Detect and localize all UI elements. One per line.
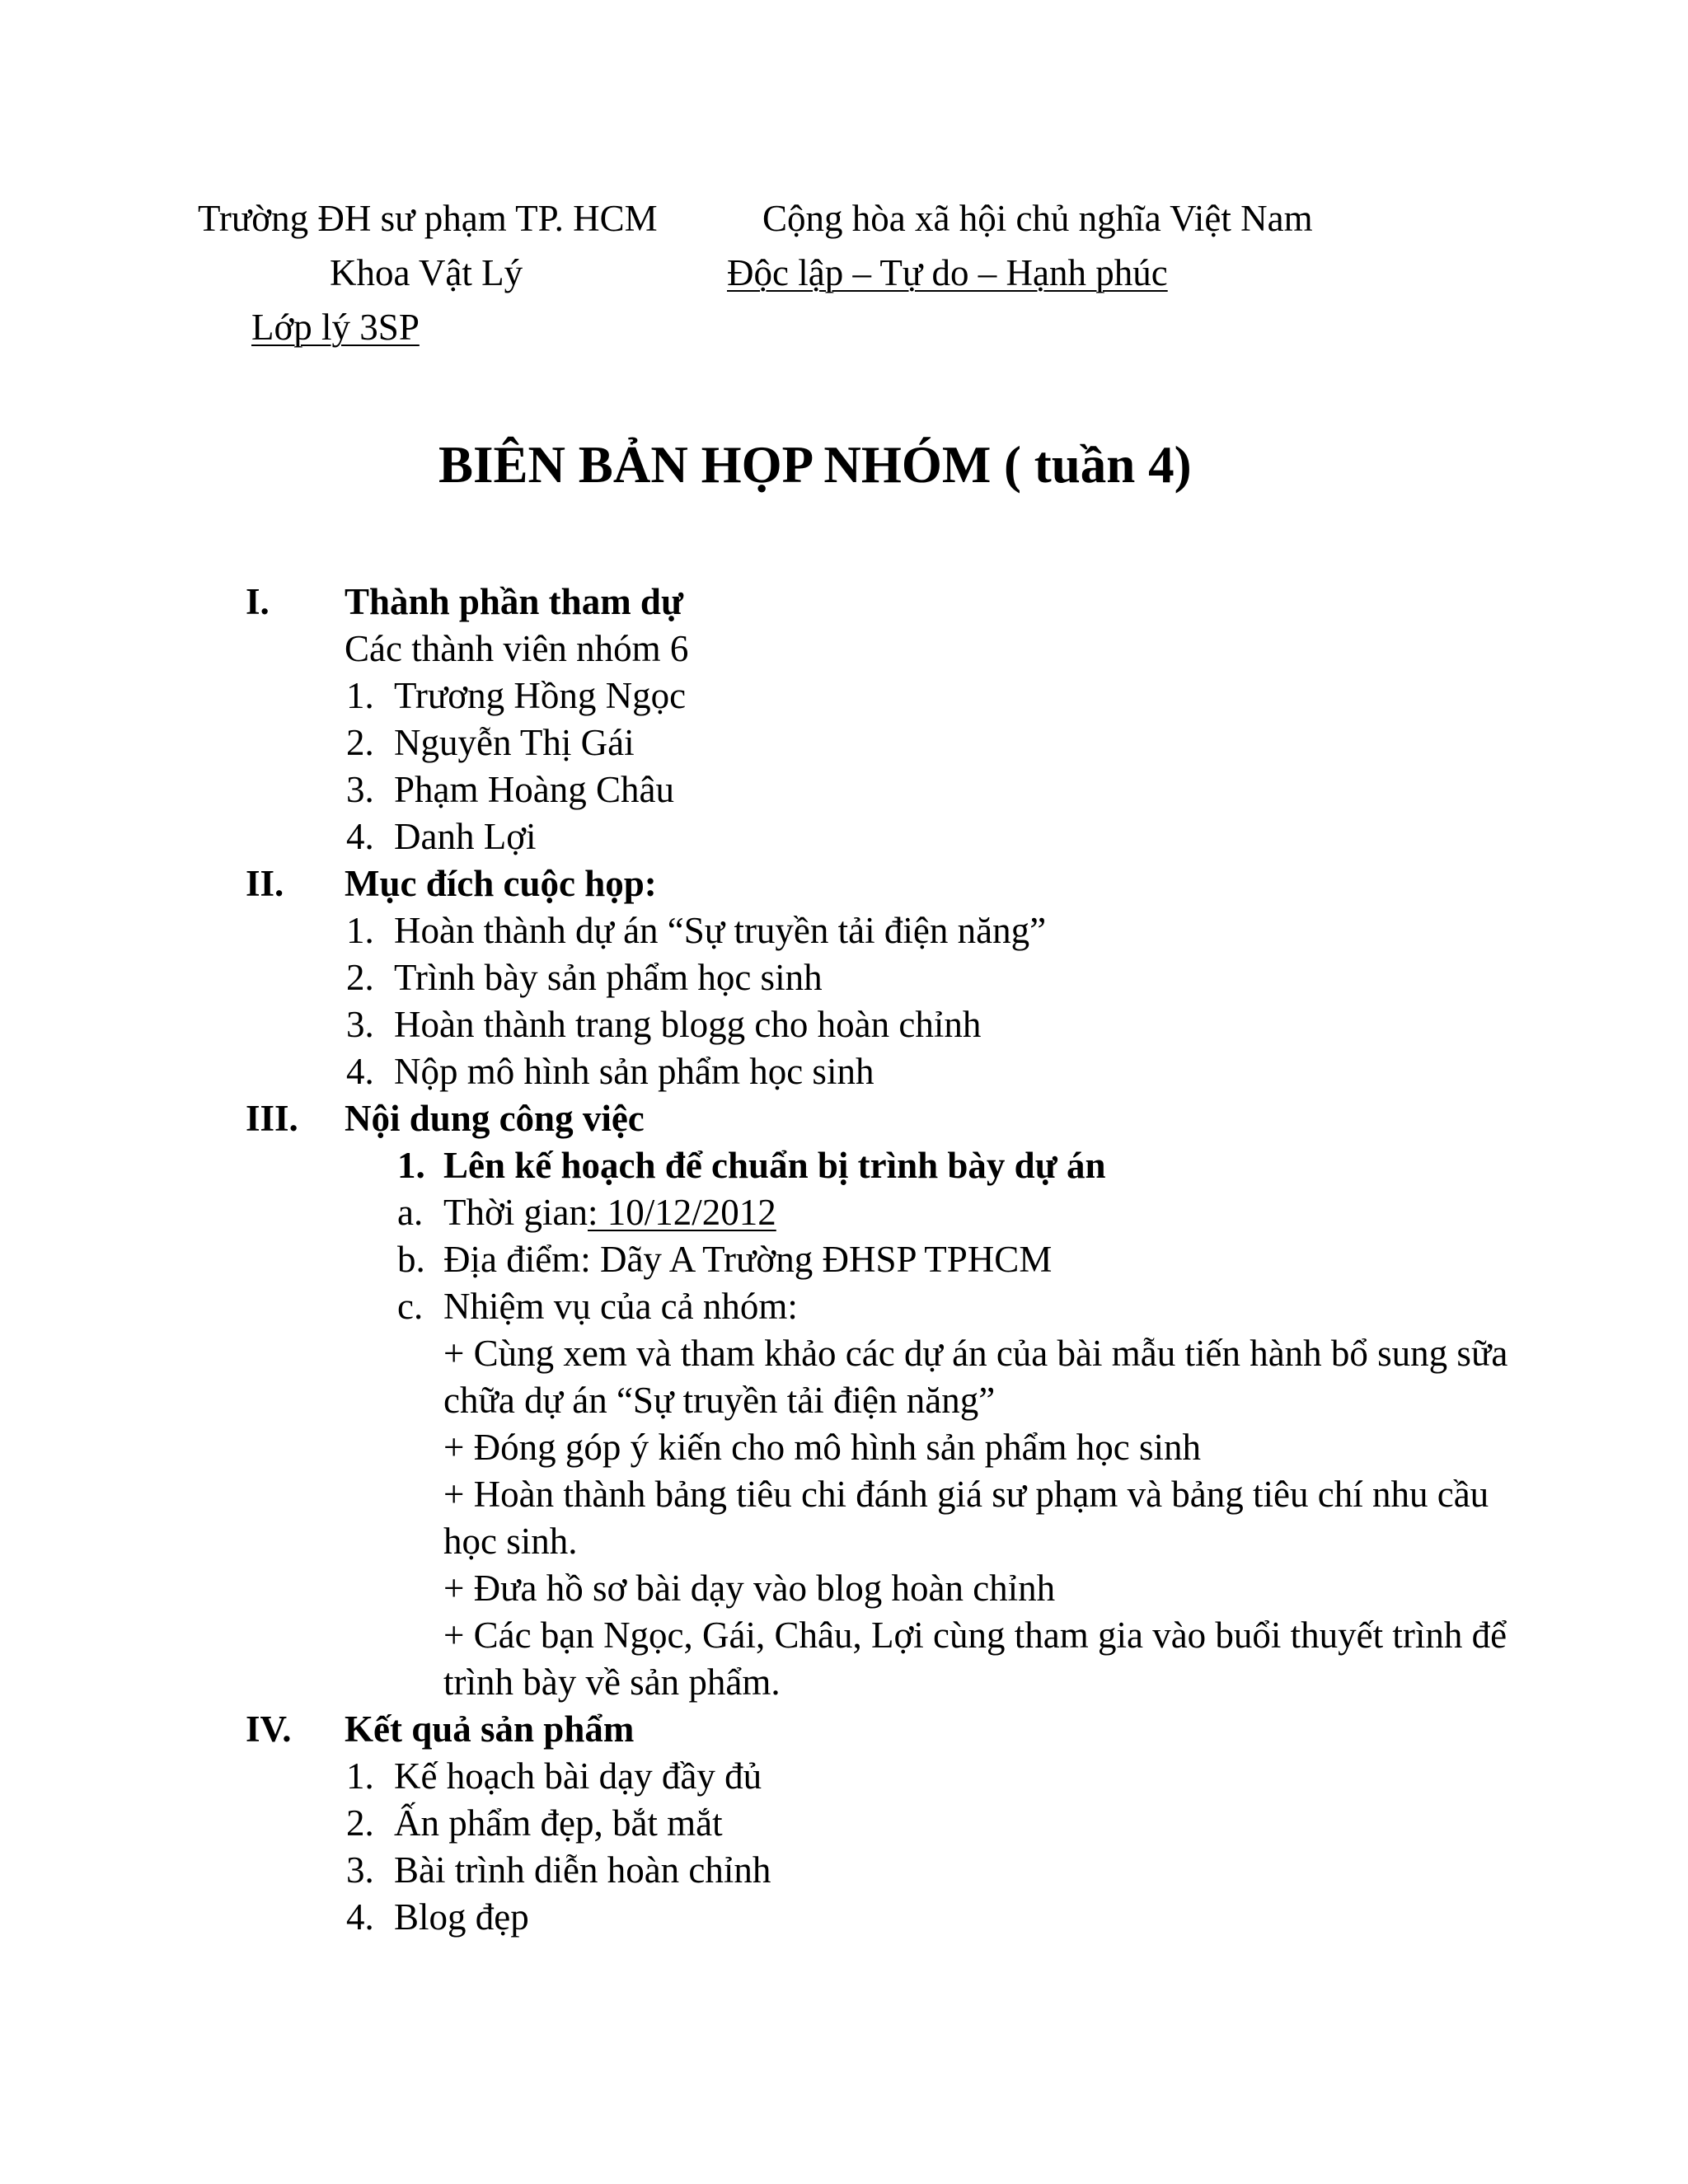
- class-name: Lớp lý 3SP: [251, 307, 420, 348]
- member-item: Phạm Hoàng Châu: [394, 769, 674, 810]
- task-line: + Cùng xem và tham khảo các dự án của bài mẫu tiến hành bổ sung sữa: [443, 1333, 1508, 1374]
- list-number: 1.: [346, 675, 374, 716]
- result-item: Bài trình diễn hoàn chỉnh: [394, 1849, 771, 1891]
- purpose-item: Nộp mô hình sản phẩm học sinh: [394, 1051, 874, 1092]
- nation-name: Cộng hòa xã hội chủ nghĩa Việt Nam: [762, 198, 1313, 239]
- section-1-intro: Các thành viên nhóm 6: [345, 628, 689, 669]
- section-2-heading: Mục đích cuộc họp:: [345, 863, 657, 904]
- list-number: 2.: [346, 1802, 374, 1844]
- task-line: học sinh.: [443, 1521, 578, 1562]
- result-item: Ấn phẩm đẹp, bắt mắt: [394, 1802, 723, 1844]
- list-number: 4.: [346, 1051, 374, 1092]
- meeting-place: Địa điểm: Dãy A Trường ĐHSP TPHCM: [443, 1239, 1053, 1280]
- list-number: 3.: [346, 1004, 374, 1045]
- list-number: 2.: [346, 957, 374, 998]
- section-3-roman: III.: [246, 1098, 298, 1139]
- time-value: : 10/12/2012: [588, 1192, 776, 1233]
- section-3-heading: Nội dung công việc: [345, 1098, 645, 1139]
- section-4-heading: Kết quả sản phẩm: [345, 1708, 635, 1750]
- sub-heading: Lên kế hoạch để chuẩn bị trình bày dự án: [443, 1145, 1106, 1186]
- time-label: Thời gian: [443, 1192, 588, 1233]
- document-title: BIÊN BẢN HỌP NHÓM ( tuần 4): [438, 436, 1192, 494]
- purpose-item: Trình bày sản phẩm học sinh: [394, 957, 823, 998]
- list-number: 3.: [346, 769, 374, 810]
- member-item: Danh Lợi: [394, 816, 537, 857]
- task-line: + Đưa hồ sơ bài dạy vào blog hoàn chỉnh: [443, 1568, 1056, 1609]
- tasks-label: Nhiệm vụ của cả nhóm:: [443, 1286, 798, 1327]
- list-number: 2.: [346, 722, 374, 763]
- task-line: + Hoàn thành bảng tiêu chi đánh giá sư phạm và bảng tiêu chí nhu cầu: [443, 1474, 1489, 1515]
- list-letter: b.: [397, 1239, 425, 1280]
- section-1-heading: Thành phần tham dự: [345, 581, 683, 622]
- list-number: 1.: [346, 910, 374, 951]
- list-number: 3.: [346, 1849, 374, 1891]
- list-number: 1.: [346, 1755, 374, 1797]
- section-1-roman: I.: [246, 581, 270, 622]
- list-letter: c.: [397, 1286, 424, 1327]
- task-line: chữa dự án “Sự truyền tải điện năng”: [443, 1380, 996, 1421]
- purpose-item: Hoàn thành trang blogg cho hoàn chỉnh: [394, 1004, 982, 1045]
- result-item: Blog đẹp: [394, 1896, 529, 1938]
- task-line: + Các bạn Ngọc, Gái, Châu, Lợi cùng tham gia vào buổi thuyết trình để: [443, 1615, 1507, 1656]
- purpose-item: Hoàn thành dự án “Sự truyền tải điện năng”: [394, 910, 1047, 951]
- result-item: Kế hoạch bài dạy đầy đủ: [394, 1755, 762, 1797]
- list-number: 1.: [397, 1145, 425, 1186]
- list-letter: a.: [397, 1192, 424, 1233]
- list-number: 4.: [346, 1896, 374, 1938]
- motto: Độc lập – Tự do – Hạnh phúc: [727, 252, 1168, 293]
- member-item: Nguyễn Thị Gái: [394, 722, 635, 763]
- school-name: Trường ĐH sư phạm TP. HCM: [198, 198, 658, 239]
- task-line: trình bày về sản phẩm.: [443, 1661, 781, 1703]
- section-2-roman: II.: [246, 863, 284, 904]
- member-item: Trương Hồng Ngọc: [394, 675, 687, 716]
- task-line: + Đóng góp ý kiến cho mô hình sản phẩm học sinh: [443, 1427, 1202, 1468]
- list-number: 4.: [346, 816, 374, 857]
- section-4-roman: IV.: [246, 1708, 292, 1750]
- faculty-name: Khoa Vật Lý: [330, 252, 523, 293]
- meeting-time: [443, 1194, 776, 1231]
